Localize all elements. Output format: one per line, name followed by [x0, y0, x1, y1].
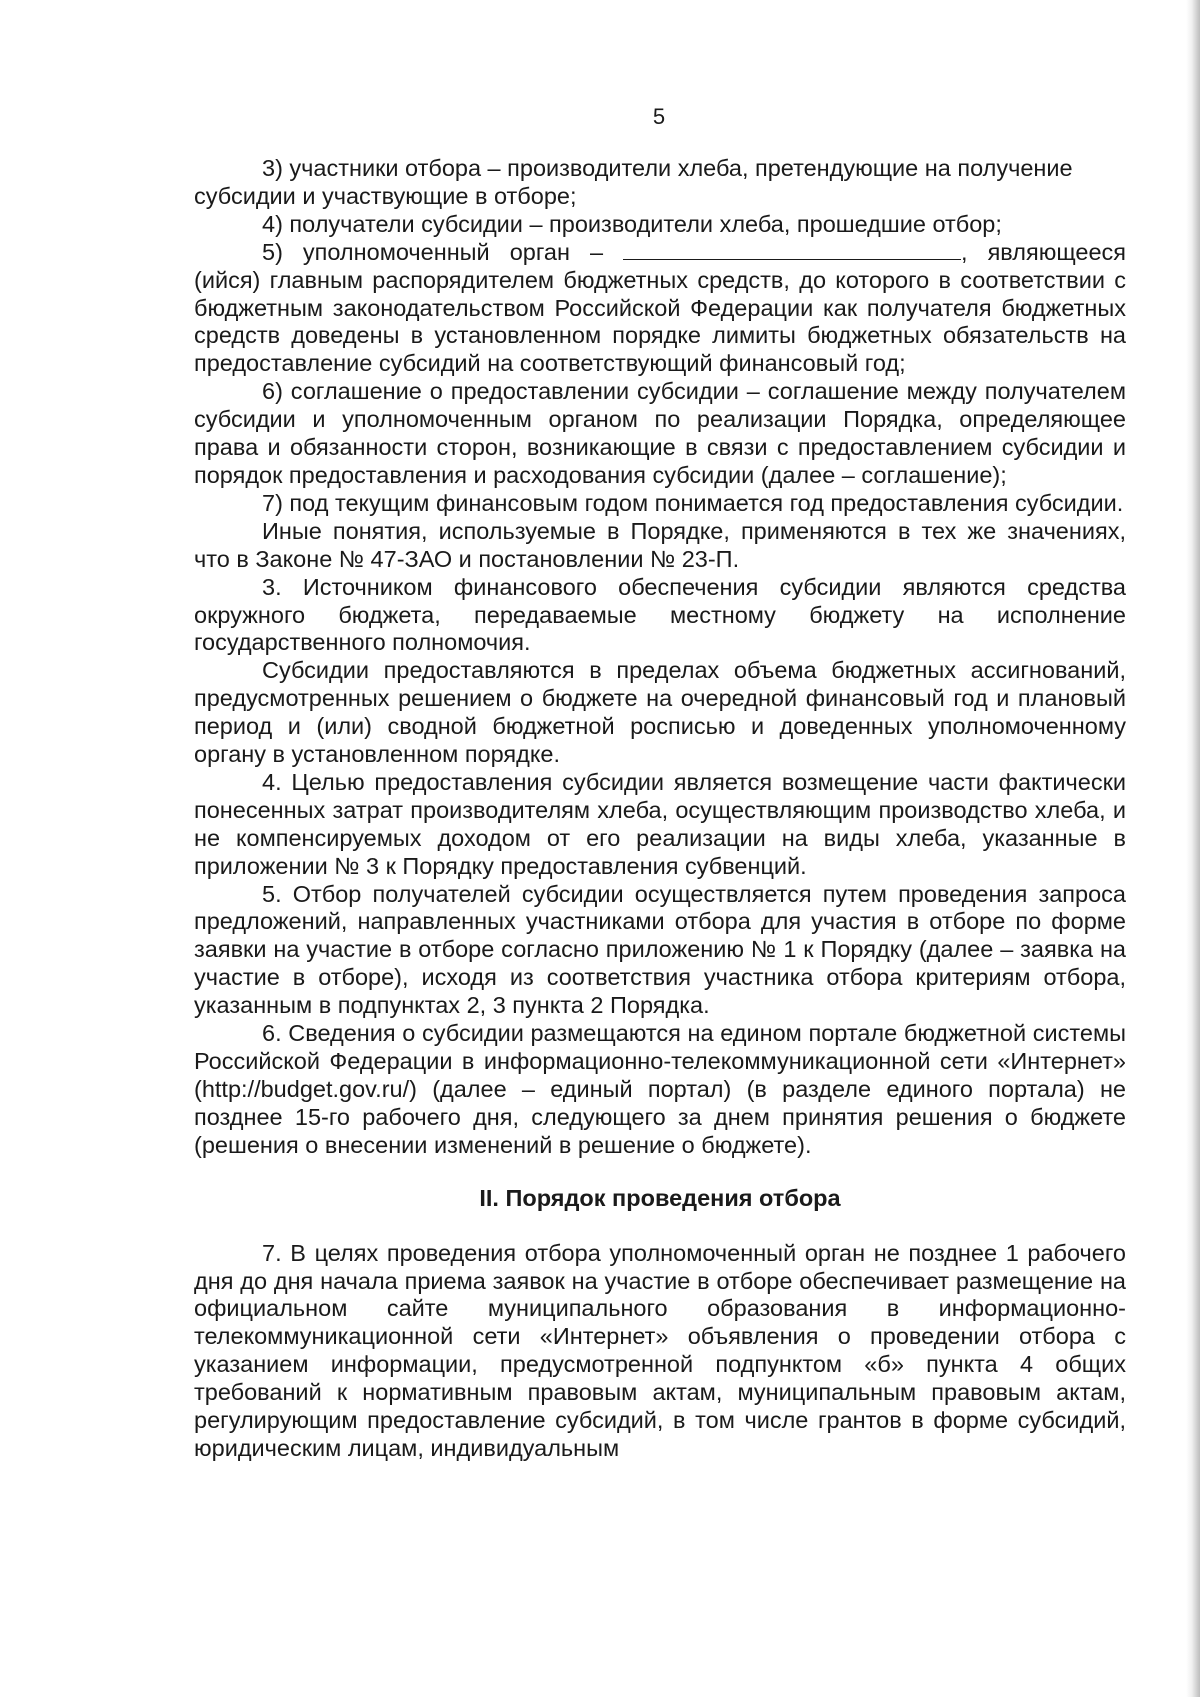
paragraph-item-3: 3) участники отбора – производители хлеба, претендующие на получение субсидии и участвующие в отборе;	[194, 155, 1073, 209]
document-body	[194, 155, 1126, 1463]
paragraph-item-6: 6) соглашение о предоставлении субсидии – соглашение между получателем субсидии и уполномоченным органом по реализации Порядка, определяющее права и обязанности сторон, возникающие в связи с предоставлением субсидии и порядок предоставления и расходования субсидии (далее – соглашение);	[194, 378, 1126, 488]
paragraph-clause-6: 6. Сведения о субсидии размещаются на едином портале бюджетной системы Российской Федерации в информационно-телекоммуникационной сети «Интернет» (http://budget.gov.ru/) (далее – единый портал) (в разделе единого портала) не позднее 15-го рабочего дня, следующего за днем принятия решения о бюджете (решения о внесении изменений в решение о бюджете).	[194, 1020, 1126, 1158]
paragraph-other-terms: Иные понятия, используемые в Порядке, применяются в тех же значениях, что в Законе № 47-ЗАО и постановлении № 23-П.	[194, 517, 1126, 572]
page-number: 5	[652, 104, 666, 129]
paragraph-subsidies-limits: Субсидии предоставляются в пределах объема бюджетных ассигнований, предусмотренных решением о бюджете на очередной финансовый год и плановый период и (или) сводной бюджетной росписью и доведенных уполномоченному органу в установленном порядке.	[194, 657, 1126, 768]
paragraph-item-5	[194, 239, 1126, 379]
item-5-lead: 5) уполномоченный орган –	[262, 238, 624, 265]
paragraph-clause-5: 5. Отбор получателей субсидии осуществляется путем проведения запроса предложений, направленных участниками отбора для участия в отборе по форме заявки на участие в отборе согласно приложению № 1 к Порядку (далее – заявка на участие в отборе), исходя из соответствия участника отбора критериям отбора, указанным в подпунктах 2, 3 пункта 2 Порядка.	[194, 880, 1126, 1019]
paragraph-clause-4: 4. Целью предоставления субсидии является возмещение части фактически понесенных затрат производителям хлеба, осуществляющим производство хлеба, и не компенсируемых доходом от его реализации на виды хлеба, указанные в приложении № 3 к Порядку предоставления субвенций.	[194, 768, 1126, 879]
item-5-rest: , являющееся (ийся) главным распорядителем бюджетных средств, до которого в соответствии с бюджетным законодательством Российской Федерации как получателя бюджетных средств доведены в установленном порядке лимиты бюджетных обязательств на предоставление субсидий на соответствующий финансовый год;	[194, 238, 1127, 377]
paragraph-item-7: 7) под текущим финансовым годом понимается год предоставления субсидии.	[262, 489, 1124, 516]
paragraph-item-4: 4) получатели субсидии – производители хлеба, прошедшие отбор;	[262, 210, 1002, 237]
paragraph-clause-3: 3. Источником финансового обеспечения субсидии являются средства окружного бюджета, передаваемые местному бюджету на исполнение государственного полномочия.	[194, 573, 1126, 656]
section-heading: II. Порядок проведения отбора	[479, 1184, 841, 1211]
scan-edge-shadow	[1186, 0, 1200, 1697]
fill-in-blank-line	[623, 239, 961, 260]
paragraph-clause-7: 7. В целях проведения отбора уполномоченный орган не позднее 1 рабочего дня до дня начала приема заявок на участие в отборе обеспечивает размещение на официальном сайте муниципального образования в информационно-телекоммуникационной сети «Интернет» объявления о проведении отбора с указанием информации, предусмотренной подпунктом «б» пункта 4 общих требований к нормативным правовым актам, муниципальным правовым актам, регулирующим предоставление субсидий, в том числе грантов в форме субсидий, юридическим лицам, индивидуальным	[194, 1239, 1126, 1461]
